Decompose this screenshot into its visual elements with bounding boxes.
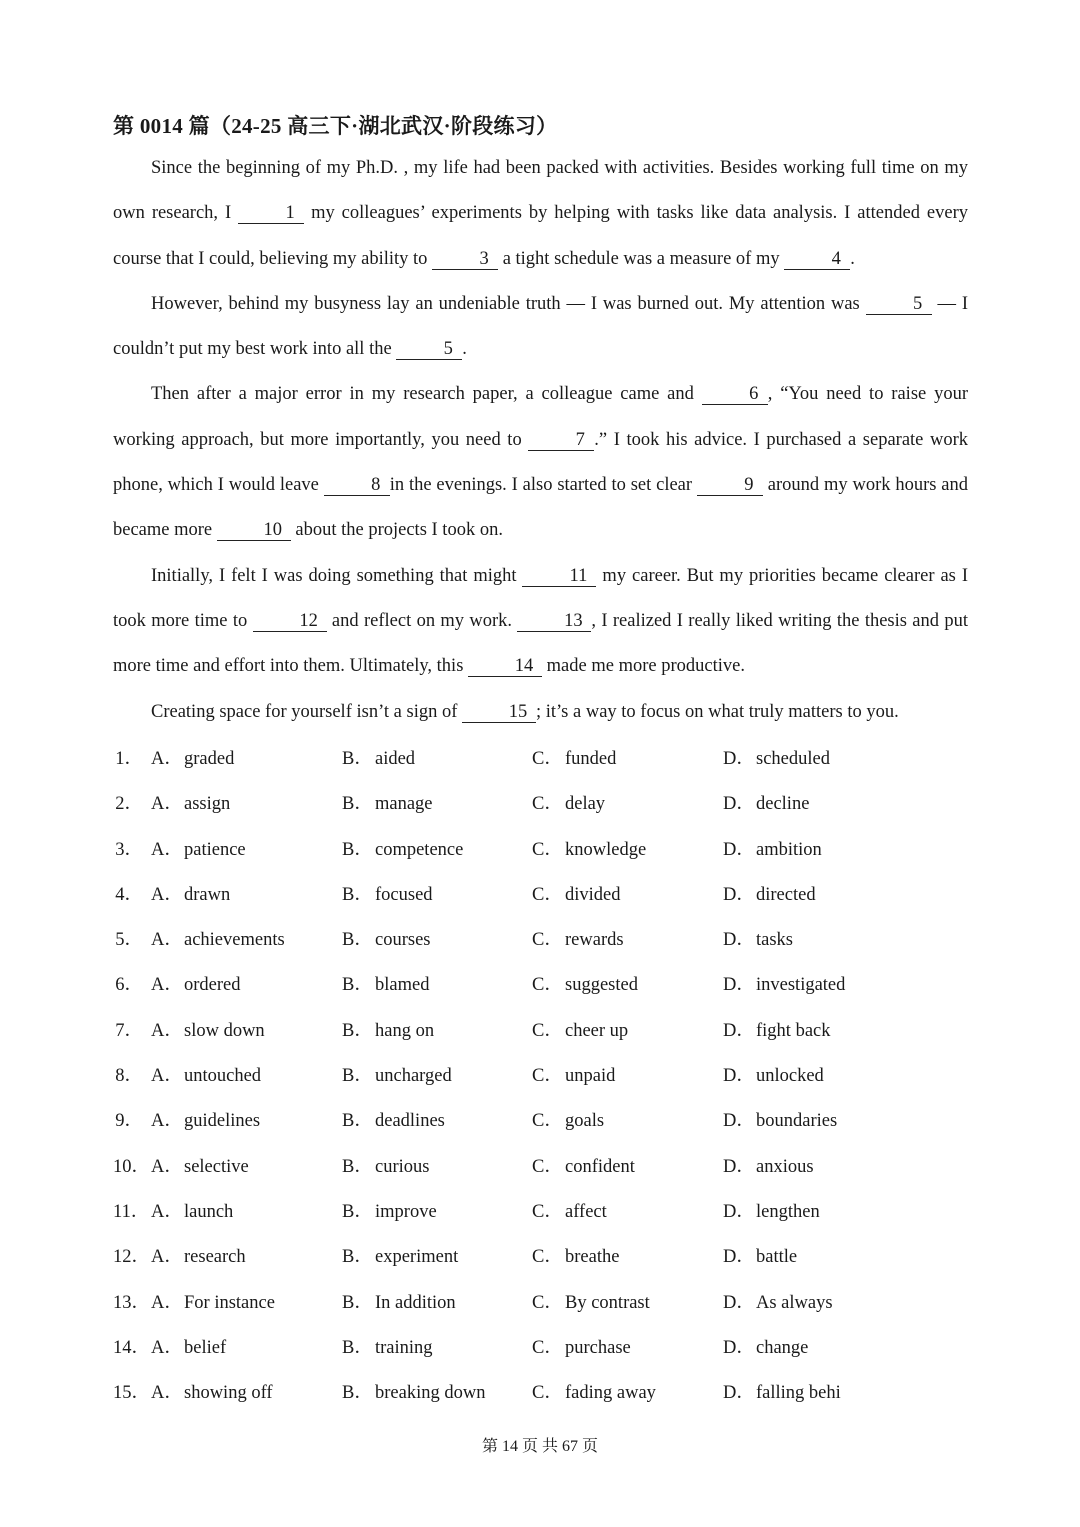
- option-letter: C．: [532, 1247, 563, 1268]
- question-options-row: [113, 873, 983, 918]
- option-letter: D．: [723, 1066, 755, 1087]
- option-c: [532, 1371, 656, 1416]
- paragraph-1: [113, 146, 968, 282]
- option-letter: C．: [532, 975, 563, 996]
- option-b: [342, 1054, 452, 1099]
- option-b: [342, 737, 415, 782]
- option-letter: D．: [723, 975, 755, 996]
- question-options-row: [113, 1235, 983, 1280]
- option-text: purchase: [565, 1337, 631, 1358]
- option-c: [532, 1235, 619, 1280]
- option-text: As always: [756, 1292, 833, 1313]
- passage-text: — I couldn’t put my best work into all the: [113, 293, 968, 360]
- option-letter: A．: [151, 1292, 183, 1313]
- option-letter: B．: [342, 884, 373, 905]
- options-list: [113, 737, 983, 1416]
- passage-text: Then after a major error in my research paper, a colleague came and: [151, 384, 702, 405]
- option-a: [151, 828, 246, 873]
- option-letter: A．: [151, 1337, 183, 1358]
- option-text: assign: [184, 794, 231, 815]
- option-c: [532, 918, 624, 963]
- blank-15: 15: [462, 702, 536, 723]
- question-number: 10．: [113, 1156, 151, 1177]
- option-letter: D．: [723, 1020, 755, 1041]
- option-text: rewards: [565, 930, 624, 951]
- option-b: [342, 1281, 456, 1326]
- passage-text: However, behind my busyness lay an undeniable truth — I was burned out. My attention was: [151, 293, 866, 314]
- option-text: confident: [565, 1156, 635, 1177]
- option-b: [342, 1009, 434, 1054]
- option-letter: B．: [342, 1201, 373, 1222]
- option-a: [151, 1281, 275, 1326]
- article-title: 第 0014 篇（24-25 高三下·湖北武汉·阶段练习）: [113, 114, 558, 138]
- option-b: [342, 918, 430, 963]
- option-text: untouched: [184, 1066, 262, 1087]
- option-letter: C．: [532, 1020, 563, 1041]
- option-text: hang on: [375, 1020, 435, 1041]
- option-letter: D．: [723, 749, 755, 769]
- option-text: breaking down: [375, 1383, 486, 1404]
- question-number: 6．: [115, 975, 143, 996]
- question-options-row: [113, 828, 983, 873]
- question-options-row: [113, 918, 983, 963]
- question-options-row: [113, 1371, 983, 1416]
- option-text: improve: [375, 1201, 437, 1222]
- option-letter: A．: [151, 1066, 183, 1087]
- option-d: [723, 828, 822, 873]
- option-text: suggested: [565, 975, 638, 996]
- blank-3: 3: [432, 249, 498, 270]
- option-b: [342, 782, 433, 827]
- option-letter: B．: [342, 839, 373, 860]
- option-d: [723, 737, 830, 782]
- blank-6: 6: [702, 384, 768, 405]
- option-text: deadlines: [375, 1111, 445, 1132]
- option-text: unlocked: [756, 1066, 824, 1087]
- option-letter: A．: [151, 839, 183, 860]
- option-text: research: [184, 1247, 246, 1268]
- question-number: 3．: [115, 839, 143, 860]
- question-options-row: [113, 782, 983, 827]
- option-text: guidelines: [184, 1111, 261, 1132]
- option-letter: D．: [723, 930, 755, 951]
- option-a: [151, 1009, 265, 1054]
- blank-9: 9: [697, 475, 763, 496]
- option-letter: B．: [342, 1292, 373, 1313]
- option-text: aided: [375, 749, 416, 769]
- passage-text: a tight schedule was a measure of my: [498, 248, 785, 269]
- question-number: 4．: [115, 884, 143, 905]
- blank-8: 8: [324, 475, 390, 496]
- option-d: [723, 1054, 824, 1099]
- question-number: 14．: [113, 1337, 151, 1358]
- blank-11: 11: [522, 566, 596, 587]
- option-b: [342, 1371, 485, 1416]
- option-c: [532, 737, 616, 782]
- option-a: [151, 737, 234, 782]
- option-b: [342, 1326, 433, 1371]
- option-text: ordered: [184, 975, 241, 996]
- option-b: [342, 1099, 445, 1144]
- option-text: tasks: [756, 930, 793, 951]
- option-a: [151, 1145, 249, 1190]
- option-d: [723, 1235, 797, 1280]
- option-text: fight back: [756, 1020, 831, 1041]
- option-text: breathe: [565, 1247, 620, 1268]
- question-options-row: [113, 1190, 983, 1235]
- question-options-row: [113, 737, 983, 782]
- question-number: 12．: [113, 1247, 151, 1268]
- option-text: patience: [184, 839, 246, 860]
- question-options-row: [113, 1099, 983, 1144]
- blank-1: 1: [238, 203, 304, 224]
- option-d: [723, 782, 809, 827]
- option-c: [532, 782, 605, 827]
- option-text: falling behi: [756, 1383, 841, 1404]
- option-d: [723, 1281, 833, 1326]
- passage-text: about the projects I took on.: [290, 520, 503, 541]
- option-c: [532, 1326, 631, 1371]
- passage-text: .: [462, 339, 467, 360]
- option-a: [151, 963, 241, 1008]
- option-letter: D．: [723, 794, 755, 815]
- blank-7: 7: [528, 430, 594, 451]
- option-letter: D．: [723, 1292, 755, 1313]
- option-text: divided: [565, 884, 621, 905]
- option-b: [342, 828, 463, 873]
- option-text: blamed: [375, 975, 430, 996]
- option-text: decline: [756, 794, 810, 815]
- option-letter: B．: [342, 749, 373, 769]
- option-a: [151, 1054, 261, 1099]
- passage-text: my colleagues’ experiments by helping with tasks like data analysis. I attended every course that I could, believing my ability to: [113, 203, 968, 269]
- option-text: affect: [565, 1201, 607, 1222]
- option-text: delay: [565, 794, 606, 815]
- option-letter: B．: [342, 1156, 373, 1177]
- option-text: cheer up: [565, 1020, 629, 1041]
- option-letter: C．: [532, 1111, 563, 1132]
- option-letter: A．: [151, 1383, 183, 1404]
- question-number: 1．: [115, 749, 143, 769]
- option-text: For instance: [184, 1292, 275, 1313]
- option-letter: D．: [723, 1383, 755, 1404]
- question-number: 9．: [115, 1111, 143, 1132]
- option-letter: B．: [342, 1020, 373, 1041]
- option-text: anxious: [756, 1156, 814, 1177]
- passage-text: made me more productive.: [542, 656, 745, 677]
- option-c: [532, 1190, 607, 1235]
- option-letter: A．: [151, 794, 183, 815]
- question-options-row: [113, 1145, 983, 1190]
- option-letter: D．: [723, 884, 755, 905]
- option-letter: A．: [151, 884, 183, 905]
- passage-text: around my work hours and became more: [113, 475, 969, 541]
- passage-text: in the evenings. I also started to set clear: [389, 475, 697, 496]
- question-options-row: [113, 1054, 983, 1099]
- option-d: [723, 1326, 808, 1371]
- option-a: [151, 1326, 226, 1371]
- question-number: 5．: [115, 930, 143, 951]
- question-number: 13．: [113, 1292, 151, 1313]
- option-d: [723, 1009, 831, 1054]
- option-text: goals: [565, 1111, 605, 1132]
- blank-4: 4: [784, 249, 850, 270]
- question-options-row: [113, 1281, 983, 1326]
- option-letter: B．: [342, 930, 373, 951]
- option-text: manage: [375, 794, 433, 815]
- option-text: By contrast: [565, 1292, 650, 1313]
- question-options-row: [113, 963, 983, 1008]
- option-letter: C．: [532, 1156, 563, 1177]
- option-letter: C．: [532, 794, 563, 815]
- question-number: 15．: [113, 1383, 151, 1404]
- option-c: [532, 873, 621, 918]
- option-text: funded: [565, 749, 617, 769]
- option-text: battle: [756, 1247, 798, 1268]
- option-d: [723, 963, 845, 1008]
- option-text: selective: [184, 1156, 249, 1177]
- option-d: [723, 1145, 814, 1190]
- option-text: experiment: [375, 1247, 459, 1268]
- option-a: [151, 1190, 233, 1235]
- option-letter: A．: [151, 1111, 183, 1132]
- option-letter: C．: [532, 930, 563, 951]
- option-letter: D．: [723, 1247, 755, 1268]
- option-letter: A．: [151, 1156, 183, 1177]
- option-text: competence: [375, 839, 464, 860]
- passage-text: Initially, I felt I was doing something that might: [151, 565, 523, 586]
- passage-text: , “You need to raise your working approach, but more importantly, you need to: [113, 384, 968, 450]
- paragraph-5: [113, 690, 968, 735]
- option-b: [342, 1235, 458, 1280]
- option-d: [723, 918, 793, 963]
- option-letter: D．: [723, 839, 755, 860]
- passage-text: , I realized I really liked writing the thesis and put more time and effort into them. Ultimately, this: [113, 610, 969, 677]
- question-options-row: [113, 1326, 983, 1371]
- option-letter: A．: [151, 1247, 183, 1268]
- option-letter: B．: [342, 1111, 373, 1132]
- option-text: scheduled: [756, 749, 830, 769]
- option-c: [532, 828, 646, 873]
- question-number: 2．: [115, 794, 143, 815]
- option-text: investigated: [756, 975, 846, 996]
- paragraph-3: [113, 372, 968, 553]
- option-d: [723, 1371, 841, 1416]
- blank-10: 10: [217, 520, 291, 541]
- option-c: [532, 1281, 650, 1326]
- passage-text: ; it’s a way to focus on what truly matters to you.: [536, 701, 899, 722]
- option-text: showing off: [184, 1383, 273, 1404]
- paragraph-2: [113, 282, 968, 373]
- option-b: [342, 873, 433, 918]
- passage-text: my career. But my priorities became clearer as I took more time to: [113, 565, 968, 631]
- option-c: [532, 1054, 615, 1099]
- option-text: lengthen: [756, 1201, 820, 1222]
- option-a: [151, 1371, 273, 1416]
- option-letter: D．: [723, 1337, 755, 1358]
- passage-text: Since the beginning of my Ph.D. , my life had been packed with activities. Besides working full time on my own research, I: [113, 158, 968, 224]
- option-letter: C．: [532, 839, 563, 860]
- option-c: [532, 963, 638, 1008]
- option-letter: C．: [532, 884, 563, 905]
- option-text: focused: [375, 884, 433, 905]
- option-b: [342, 1190, 437, 1235]
- option-c: [532, 1145, 635, 1190]
- option-letter: A．: [151, 975, 183, 996]
- option-letter: B．: [342, 794, 373, 815]
- option-letter: C．: [532, 1201, 563, 1222]
- option-letter: D．: [723, 1111, 755, 1132]
- option-letter: B．: [342, 1383, 373, 1404]
- option-letter: B．: [342, 1066, 373, 1087]
- option-text: drawn: [184, 884, 231, 905]
- option-text: boundaries: [756, 1111, 838, 1132]
- option-a: [151, 1099, 260, 1144]
- option-text: curious: [375, 1156, 430, 1177]
- option-d: [723, 873, 816, 918]
- option-text: change: [756, 1337, 809, 1358]
- blank-13: 13: [517, 611, 591, 632]
- blank-5b: 5: [396, 339, 462, 360]
- option-d: [723, 1099, 837, 1144]
- option-a: [151, 918, 285, 963]
- option-b: [342, 963, 429, 1008]
- paragraph-4: [113, 554, 968, 690]
- blank-5: 5: [866, 294, 932, 315]
- blank-12: 12: [253, 611, 327, 632]
- option-text: slow down: [184, 1020, 265, 1041]
- option-text: courses: [375, 930, 431, 951]
- question-number: 8．: [115, 1066, 143, 1087]
- option-letter: C．: [532, 749, 563, 769]
- option-c: [532, 1009, 628, 1054]
- option-letter: B．: [342, 975, 373, 996]
- option-letter: A．: [151, 749, 183, 769]
- option-text: uncharged: [375, 1066, 452, 1087]
- option-text: directed: [756, 884, 816, 905]
- blank-14: 14: [468, 656, 542, 677]
- option-b: [342, 1145, 429, 1190]
- option-letter: D．: [723, 1156, 755, 1177]
- option-text: launch: [184, 1201, 234, 1222]
- option-text: knowledge: [565, 839, 647, 860]
- option-letter: A．: [151, 1201, 183, 1222]
- question-options-row: [113, 1009, 983, 1054]
- option-text: In addition: [375, 1292, 456, 1313]
- option-letter: A．: [151, 930, 183, 951]
- option-c: [532, 1099, 604, 1144]
- option-text: belief: [184, 1337, 227, 1358]
- option-a: [151, 873, 230, 918]
- option-text: training: [375, 1337, 433, 1358]
- option-text: graded: [184, 749, 235, 769]
- passage-text: Creating space for yourself isn’t a sign of: [151, 701, 462, 722]
- question-number: 7．: [115, 1020, 143, 1041]
- option-letter: B．: [342, 1247, 373, 1268]
- option-letter: C．: [532, 1292, 563, 1313]
- page-footer: 第 14 页 共 67 页: [481, 1438, 598, 1455]
- question-number: 11．: [113, 1201, 150, 1222]
- option-letter: C．: [532, 1383, 563, 1404]
- option-letter: D．: [723, 1201, 755, 1222]
- option-a: [151, 782, 230, 827]
- passage-text: .: [850, 248, 855, 269]
- option-letter: C．: [532, 1337, 563, 1358]
- option-text: ambition: [756, 839, 822, 860]
- option-text: achievements: [184, 930, 285, 951]
- option-text: fading away: [565, 1383, 656, 1404]
- option-letter: C．: [532, 1066, 563, 1087]
- option-text: unpaid: [565, 1066, 616, 1087]
- cloze-passage: [113, 146, 968, 735]
- option-letter: A．: [151, 1020, 183, 1041]
- passage-text: .” I took his advice. I purchased a separate work phone, which I would leave: [113, 429, 968, 496]
- passage-text: and reflect on my work.: [326, 610, 518, 631]
- option-letter: B．: [342, 1337, 373, 1358]
- option-d: [723, 1190, 820, 1235]
- option-a: [151, 1235, 246, 1280]
